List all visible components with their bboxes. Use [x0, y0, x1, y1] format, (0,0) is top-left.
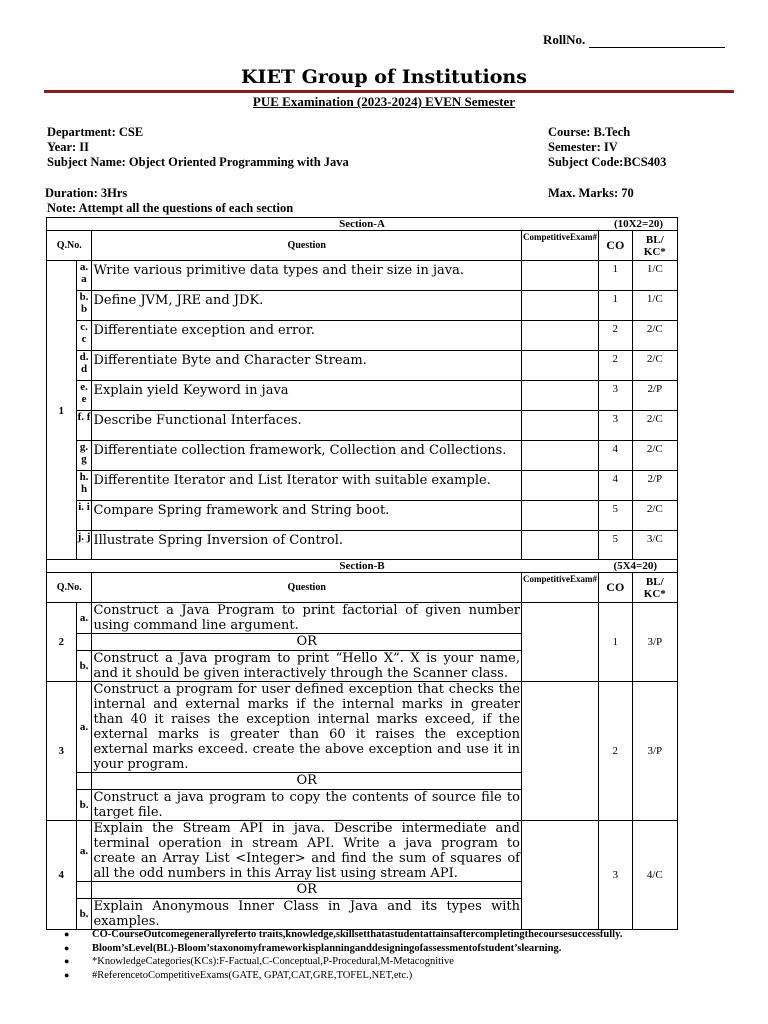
section-a-row: [47, 531, 678, 561]
sub-question-label: b.: [76, 651, 92, 682]
col-co: CO: [598, 573, 632, 603]
competitive-exam-cell: [521, 471, 598, 501]
question-text: Differentiate collection framework, Collection and Collections.: [92, 441, 522, 471]
co-value: 1: [598, 603, 632, 682]
question-number: 2: [47, 603, 77, 682]
question-text: Differentiate Byte and Character Stream.: [92, 351, 522, 381]
subject-code: Subject Code:BCS403: [548, 155, 667, 169]
co-value: 2: [598, 682, 632, 821]
sub-question-label: g. g: [76, 441, 92, 471]
competitive-exam-cell: [521, 291, 598, 321]
question-text: Differentiate exception and error.: [92, 321, 522, 351]
bl-value: 2/C: [632, 441, 677, 471]
sub-question-label: b.: [76, 790, 92, 821]
co-value: 3: [598, 381, 632, 411]
sub-question-label: a.: [76, 821, 92, 882]
competitive-exam-cell: [521, 321, 598, 351]
competitive-exam-cell: [521, 411, 598, 441]
question-text: Differentite Iterator and List Iterator with suitable example.: [92, 471, 522, 501]
col-question: Question: [92, 231, 522, 261]
bl-value: 1/C: [632, 291, 677, 321]
section-a-row: [47, 321, 678, 351]
bullet-icon: ●: [64, 956, 70, 966]
semester: Semester: IV: [548, 140, 618, 154]
competitive-exam-cell: [521, 531, 598, 561]
or-text: OR: [92, 773, 522, 790]
bl-value: 2/P: [632, 471, 677, 501]
sub-question-label: b. b: [76, 291, 92, 321]
bl-value: 2/C: [632, 351, 677, 381]
bl-value: 3/P: [632, 682, 677, 821]
exam-title: PUE Examination (2023-2024) EVEN Semester: [252, 94, 516, 109]
question-text: Construct a Java Program to print factorial of given number using command line argument.: [93, 603, 520, 633]
institution-title: KIET Group of Institutions: [241, 66, 527, 88]
co-value: 4: [598, 471, 632, 501]
col-qno: Q.No.: [47, 231, 92, 261]
competitive-exam-cell: [521, 441, 598, 471]
co-value: 5: [598, 531, 632, 561]
max-marks: Max. Marks: 70: [548, 186, 634, 200]
section-b-header: [47, 560, 678, 573]
co-value: 2: [598, 321, 632, 351]
sub-question-label: i. i: [76, 501, 92, 531]
co-value: 1: [598, 291, 632, 321]
section-b-table: [46, 559, 678, 930]
section-a-header: [47, 218, 678, 231]
section-a-row: [47, 411, 678, 441]
competitive-exam-cell: [521, 821, 598, 930]
bullet-icon: ●: [64, 969, 70, 980]
section-b-row-a: [47, 821, 678, 882]
col-bl: BL/ KC*: [632, 231, 677, 261]
co-value: 3: [598, 411, 632, 441]
note-bl: ● Bloom’sLevel(BL)-Bloom’staxonomyframeworkisplanninganddesigningofassessmentofstudent’slearning.: [64, 942, 562, 954]
question-text: Describe Functional Interfaces.: [92, 411, 522, 441]
department: Department: CSE: [47, 125, 144, 139]
co-value: 1: [598, 261, 632, 291]
competitive-exam-cell: [521, 381, 598, 411]
header-divider: [44, 90, 734, 93]
label-spacer: [76, 882, 92, 899]
col-competitive: CompetitiveExam#: [521, 573, 598, 603]
col-qno: Q.No.: [47, 573, 92, 603]
section-b-column-headers: [47, 573, 678, 603]
col-bl: BL/ KC*: [632, 573, 677, 603]
section-a-table: [46, 217, 678, 561]
info-right: [548, 125, 666, 170]
competitive-exam-cell: [521, 501, 598, 531]
sub-question-label: e. e: [76, 381, 92, 411]
col-question: Question: [92, 573, 522, 603]
competitive-exam-cell: [521, 261, 598, 291]
roll-blank-line: [589, 35, 725, 48]
sub-question-label: b.: [76, 899, 92, 930]
info-left: [47, 125, 349, 170]
col-co: CO: [598, 231, 632, 261]
section-b-marks: (5X4=20): [613, 560, 657, 572]
sub-question-label: a. a: [76, 261, 92, 291]
sub-question-label: h. h: [76, 471, 92, 501]
question-number: 1: [47, 261, 77, 561]
question-text: Write various primitive data types and their size in java.: [92, 261, 522, 291]
roll-number-field: [543, 32, 725, 48]
question-text: Illustrate Spring Inversion of Control.: [92, 531, 522, 561]
note-exams: ● #ReferencetoCompetitiveExams(GATE, GPAT,CAT,GRE,TOFEL,NET,etc.): [64, 969, 413, 981]
section-b-row-a: [47, 682, 678, 773]
note: Note: Attempt all the questions of each section: [47, 201, 294, 215]
question-text: Explain yield Keyword in java: [92, 381, 522, 411]
section-a-row: [47, 351, 678, 381]
bl-value: 3/P: [632, 603, 677, 682]
question-text: Define JVM, JRE and JDK.: [92, 291, 522, 321]
sub-question-label: a.: [76, 682, 92, 773]
course: Course: B.Tech: [548, 125, 631, 139]
note-co: ● CO-CourseOutcomegenerallyreferto traits,knowledge,skillsetthatastudentattainsaftercompletingthecoursesuccessfully.: [64, 929, 623, 940]
section-a-row: [47, 501, 678, 531]
co-value: 4: [598, 441, 632, 471]
bl-value: 1/C: [632, 261, 677, 291]
co-value: 2: [598, 351, 632, 381]
question-text: Compare Spring framework and String boot.: [92, 501, 522, 531]
competitive-exam-cell: [521, 682, 598, 821]
section-a-row: [47, 441, 678, 471]
section-a-row: [47, 291, 678, 321]
or-text: OR: [92, 634, 522, 651]
or-text: OR: [92, 882, 522, 899]
sub-question-label: c. c: [76, 321, 92, 351]
section-a-title: Section-A: [339, 218, 385, 230]
sub-question-label: j. j: [76, 531, 92, 561]
co-value: 5: [598, 501, 632, 531]
sub-question-label: d. d: [76, 351, 92, 381]
section-a-row: [47, 261, 678, 291]
label-spacer: [76, 773, 92, 790]
co-value: 3: [598, 821, 632, 930]
section-a-column-headers: [47, 231, 678, 261]
bl-value: 2/C: [632, 501, 677, 531]
note-kc: ● *KnowledgeCategories(KCs):F-Factual,C-Conceptual,P-Procedural,M-Metacognitive: [64, 956, 454, 967]
year: Year: II: [47, 140, 90, 154]
sub-question-label: a.: [76, 603, 92, 634]
question-text: Explain the Stream API in java. Describe intermediate and terminal operation in stream API. Write a java program to create an Array List <Integer> and find the sum of squares of all the odd numbers in this Array list using stream API.: [93, 821, 520, 881]
label-spacer: [76, 634, 92, 651]
question-number: 4: [47, 821, 77, 930]
section-a-row: [47, 471, 678, 501]
duration: Duration: 3Hrs: [45, 186, 128, 200]
bl-value: 4/C: [632, 821, 677, 930]
question-text: Explain Anonymous Inner Class in Java and its types with examples.: [93, 899, 520, 929]
question-text: Construct a program for user defined exception that checks the internal and external marks if the internal marks in greater than 40 it raises the exception internal marks exceed, if the external marks is greater than 60 it raises the exception external marks exceed. create the above exception and use it in your program.: [93, 682, 520, 772]
bl-value: 2/C: [632, 411, 677, 441]
bullet-icon: ●: [64, 942, 70, 953]
bullet-icon: ●: [64, 929, 70, 939]
question-text: Construct a java program to copy the contents of source file to target file.: [93, 790, 520, 820]
section-a-row: [47, 381, 678, 411]
col-competitive: CompetitiveExam#: [521, 231, 598, 261]
question-text: Construct a Java program to print “Hello X”. X is your name, and it should be given interactively through the Scanner class.: [93, 651, 520, 681]
section-b-row-a: [47, 603, 678, 634]
bl-value: 2/P: [632, 381, 677, 411]
competitive-exam-cell: [521, 603, 598, 682]
sub-question-label: f. f: [76, 411, 92, 441]
bl-value: 3/C: [632, 531, 677, 561]
bl-value: 2/C: [632, 321, 677, 351]
roll-label: RollNo.: [543, 32, 586, 47]
subject-name: Subject Name: Object Oriented Programming with Java: [47, 155, 349, 169]
footnotes: [64, 928, 622, 982]
question-number: 3: [47, 682, 77, 821]
section-a-marks: (10X2=20): [613, 218, 663, 230]
section-b-title: Section-B: [339, 560, 385, 572]
competitive-exam-cell: [521, 351, 598, 381]
